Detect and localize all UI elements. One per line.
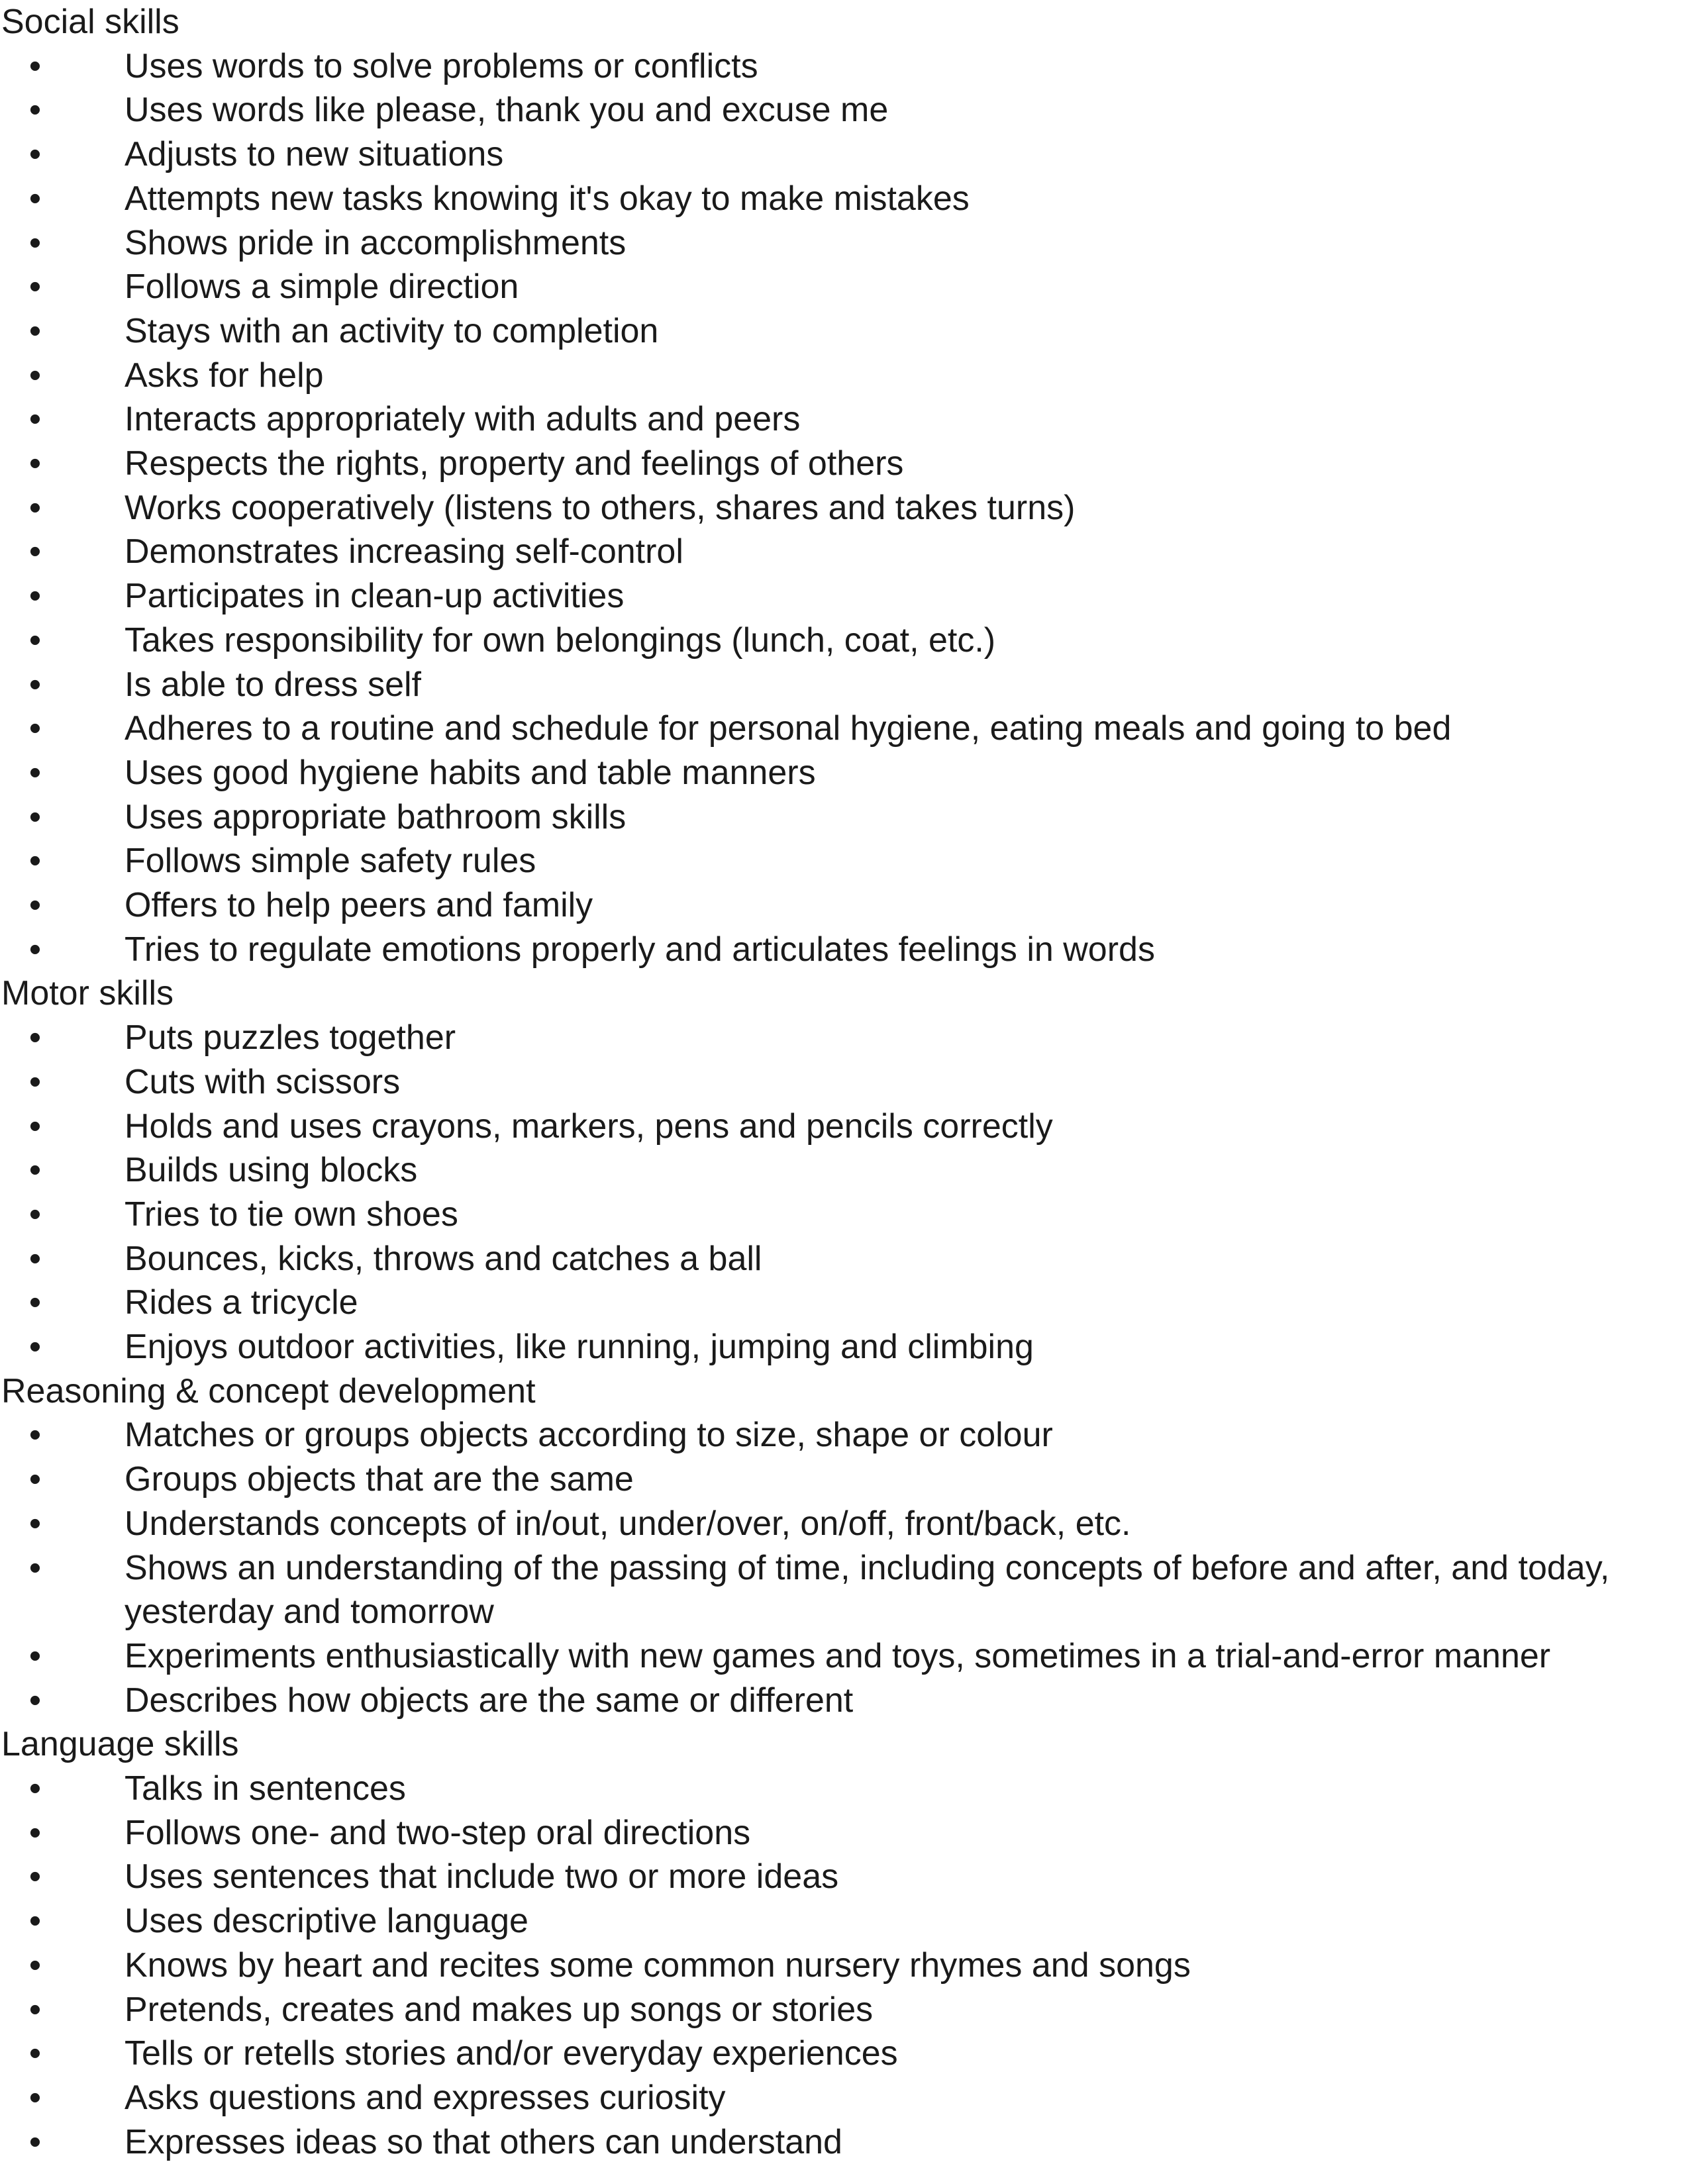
bullet-icon: • (28, 577, 42, 616)
bullet-icon: • (28, 444, 42, 483)
bullet-icon: • (28, 886, 42, 925)
bullet-icon: • (28, 1504, 42, 1543)
list-item (0, 88, 1708, 132)
list-item (0, 1855, 1708, 1899)
list-item (0, 1679, 1708, 1723)
list-item-text: Understands concepts of in/out, under/over, on/off, front/back, etc. (125, 1504, 1131, 1543)
list-item (0, 177, 1708, 221)
list-item-text: Tries to regulate emotions properly and articulates feelings in words (125, 930, 1155, 969)
bullet-icon: • (28, 2078, 42, 2117)
list-item (0, 309, 1708, 354)
list-item (0, 44, 1708, 89)
list-item-text: Expresses ideas so that others can understand (125, 2122, 842, 2161)
bullet-icon: • (28, 665, 42, 704)
list-item (0, 1634, 1708, 1679)
list-item (0, 883, 1708, 928)
list-item-text: Is able to dress self (125, 665, 421, 704)
bullet-icon: • (28, 1283, 42, 1322)
list-item (0, 1988, 1708, 2032)
list-item (0, 486, 1708, 530)
list-item (0, 1148, 1708, 1193)
list-item-text: Cuts with scissors (125, 1062, 401, 1101)
list-item (0, 2076, 1708, 2120)
list-item (0, 1105, 1708, 1149)
section-heading: Reasoning & concept development (1, 1371, 536, 1410)
list-item (0, 1193, 1708, 1237)
bullet-icon: • (28, 1416, 42, 1455)
list-item (0, 354, 1708, 398)
list-item (0, 132, 1708, 177)
list-item-text: Describes how objects are the same or different (125, 1681, 854, 1720)
bullet-icon: • (28, 2122, 42, 2161)
bullet-icon: • (28, 179, 42, 218)
bullet-icon: • (28, 1018, 42, 1057)
list-item-text: Follows one- and two-step oral directions (125, 1813, 751, 1852)
list-item (0, 1281, 1708, 1325)
list-item-text: Enjoys outdoor activities, like running, jumping and climbing (125, 1328, 1034, 1367)
list-item (0, 397, 1708, 442)
list-item (0, 221, 1708, 266)
bullet-icon: • (28, 930, 42, 969)
bullet-icon: • (28, 1813, 42, 1852)
list-item (0, 574, 1708, 618)
list-item-text: Knows by heart and recites some common nursery rhymes and songs (125, 1945, 1191, 1985)
bullet-icon: • (28, 1636, 42, 1675)
list-item (0, 2120, 1708, 2164)
list-item-text: Rides a tricycle (125, 1283, 358, 1322)
list-item-text: Takes responsibility for own belongings (lunch, coat, etc.) (125, 620, 996, 660)
list-item (0, 1546, 1708, 1634)
list-item-text: Offers to help peers and family (125, 886, 593, 925)
bullet-icon: • (28, 1681, 42, 1720)
bullet-icon: • (28, 488, 42, 527)
list-item (0, 1413, 1708, 1457)
list-item-text: Tells or retells stories and/or everyday experiences (125, 2034, 898, 2073)
bullet-icon: • (28, 753, 42, 792)
section-heading: Motor skills (1, 974, 174, 1013)
list-item-text: Attempts new tasks knowing it's okay to make mistakes (125, 179, 970, 218)
list-item-text: Tries to tie own shoes (125, 1195, 458, 1234)
list-item-text: Uses appropriate bathroom skills (125, 797, 627, 836)
bullet-icon: • (28, 1062, 42, 1101)
bullet-icon: • (28, 709, 42, 748)
list-item-text: Uses good hygiene habits and table manners (125, 753, 816, 792)
bullet-icon: • (28, 842, 42, 881)
skills-section (0, 0, 1708, 971)
list-item-text: Pretends, creates and makes up songs or stories (125, 1990, 874, 2029)
skills-section (0, 1369, 1708, 1723)
list-item-text: Uses words like please, thank you and excuse me (125, 91, 889, 130)
list-item (0, 707, 1708, 751)
list-item-text: Asks for help (125, 356, 324, 395)
list-item-text: Bounces, kicks, throws and catches a ball (125, 1239, 762, 1278)
skills-list (0, 1767, 1708, 2164)
bullet-icon: • (28, 400, 42, 439)
list-item-text: Adjusts to new situations (125, 135, 504, 174)
bullet-icon: • (28, 1239, 42, 1278)
list-item-text: Uses words to solve problems or conflicts (125, 46, 758, 85)
bullet-icon: • (28, 46, 42, 85)
list-item-text: Shows pride in accomplishments (125, 223, 627, 262)
section-heading: Language skills (1, 1725, 239, 1764)
bullet-icon: • (28, 91, 42, 130)
list-item (0, 1943, 1708, 1988)
bullet-icon: • (28, 797, 42, 836)
list-item-text: Experiments enthusiastically with new games and toys, sometimes in a trial-and-error manner (125, 1636, 1551, 1675)
bullet-icon: • (28, 532, 42, 571)
list-item (0, 442, 1708, 486)
section-heading: Social skills (1, 3, 179, 41)
skills-list (0, 1016, 1708, 1369)
list-item (0, 2032, 1708, 2076)
list-item-text: Uses sentences that include two or more ideas (125, 1857, 839, 1896)
skills-section (0, 1722, 1708, 2164)
list-item-text: Participates in clean-up activities (125, 577, 625, 616)
bullet-icon: • (28, 1151, 42, 1190)
list-item (0, 1016, 1708, 1060)
bullet-icon: • (28, 1945, 42, 1985)
list-item (0, 928, 1708, 972)
bullet-icon: • (28, 1195, 42, 1234)
bullet-icon: • (28, 1857, 42, 1896)
list-item (0, 1325, 1708, 1369)
list-item-text: Groups objects that are the same (125, 1460, 634, 1499)
bullet-icon: • (28, 1328, 42, 1367)
bullet-icon: • (28, 1769, 42, 1808)
list-item (0, 1767, 1708, 1811)
list-item-text: Adheres to a routine and schedule for personal hygiene, eating meals and going to bed (125, 709, 1452, 748)
bullet-icon: • (28, 223, 42, 262)
list-item (0, 1899, 1708, 1943)
list-item (0, 618, 1708, 663)
list-item-text: Follows simple safety rules (125, 842, 536, 881)
skills-list (0, 1413, 1708, 1722)
list-item-text: Interacts appropriately with adults and peers (125, 400, 801, 439)
list-item-text: Holds and uses crayons, markers, pens and pencils correctly (125, 1107, 1053, 1146)
skills-list (0, 44, 1708, 972)
list-item (0, 751, 1708, 795)
bullet-icon: • (28, 1902, 42, 1941)
list-item-text: Follows a simple direction (125, 268, 519, 307)
list-item-text: Builds using blocks (125, 1151, 418, 1190)
bullet-icon: • (28, 620, 42, 660)
list-item (0, 1060, 1708, 1105)
list-item-text: Stays with an activity to completion (125, 311, 659, 350)
bullet-icon: • (28, 268, 42, 307)
list-item-text: Asks questions and expresses curiosity (125, 2078, 726, 2117)
list-item (0, 530, 1708, 574)
bullet-icon: • (28, 1460, 42, 1499)
list-item (0, 663, 1708, 707)
bullet-icon: • (28, 135, 42, 174)
list-item-text: Works cooperatively (listens to others, shares and takes turns) (125, 488, 1076, 527)
bullet-icon: • (28, 311, 42, 350)
list-item (0, 265, 1708, 309)
list-item (0, 839, 1708, 883)
bullet-icon: • (28, 1548, 42, 1587)
list-item-text: Talks in sentences (125, 1769, 406, 1808)
bullet-icon: • (28, 1107, 42, 1146)
bullet-icon: • (28, 2034, 42, 2073)
bullet-icon: • (28, 1990, 42, 2029)
list-item-text: Uses descriptive language (125, 1902, 528, 1941)
list-item-text: Shows an understanding of the passing of time, including concepts of before and after, and today, yesterday and tomorrow (125, 1548, 1610, 1632)
list-item-text: Demonstrates increasing self-control (125, 532, 683, 571)
skills-section (0, 971, 1708, 1369)
list-item (0, 1502, 1708, 1546)
list-item (0, 1457, 1708, 1502)
list-item-text: Puts puzzles together (125, 1018, 456, 1057)
list-item (0, 795, 1708, 840)
list-item (0, 1811, 1708, 1855)
list-item (0, 1237, 1708, 1281)
bullet-icon: • (28, 356, 42, 395)
list-item-text: Matches or groups objects according to size, shape or colour (125, 1416, 1053, 1455)
list-item-text: Respects the rights, property and feelings of others (125, 444, 904, 483)
